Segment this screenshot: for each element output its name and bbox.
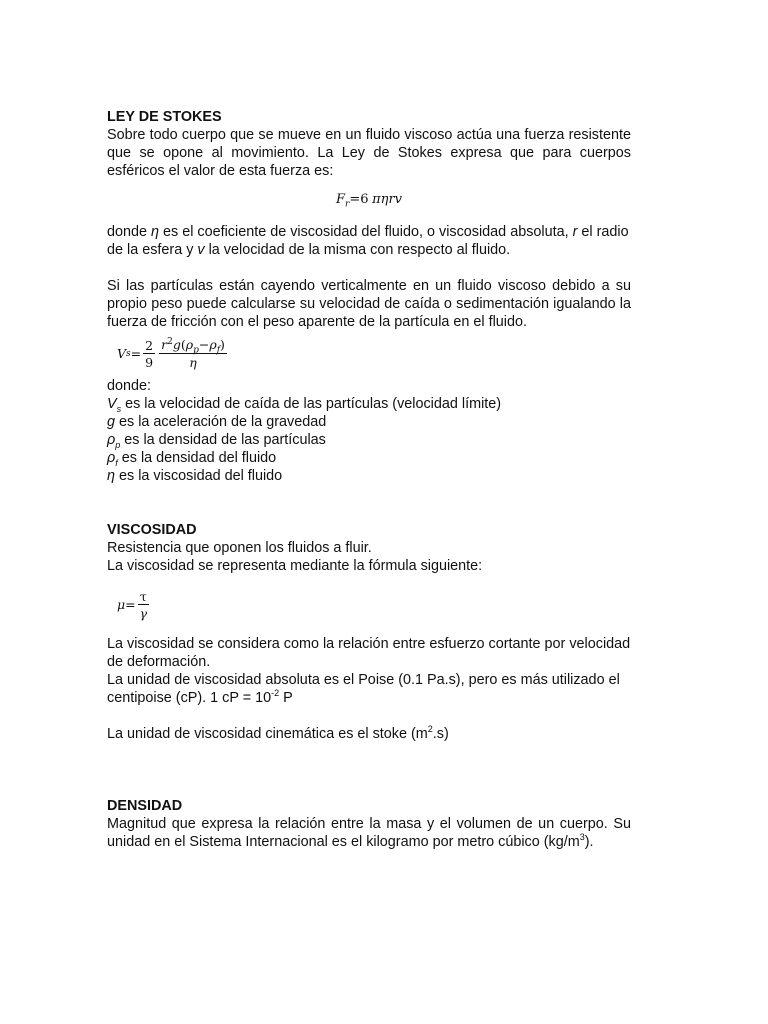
spacer: [107, 779, 631, 797]
stokes-force-formula: $F_r=6$ πηrv: [335, 192, 403, 210]
fraction-main: $\frac{r^2g(\rho_p-\rho_f)}{\eta}$: [161, 336, 225, 370]
kinematic-viscosity-paragraph: La unidad de viscosidad cinemática es el stoke $(m^2.s)$: [107, 724, 449, 742]
definition-item: $V_s$ es la velocidad de caída de las partículas (velocidad límite): [107, 396, 502, 414]
spacer: [107, 707, 631, 725]
viscosity-definition: Resistencia que oponen los fluidos a fluir.: [107, 540, 372, 556]
sedimentation-paragraph: Si las partículas están cayendo verticalmente en un fluido viscoso debido a su propio peso puede calcularse su velocidad de caída o sedimentación igualando la fuerza de fricción con el peso aparente de la partícula en el fluido.: [107, 278, 631, 330]
viscosity-unit-paragraph: La unidad de viscosidad absoluta es el Poise (0.1 Pa.s), pero es más utilizado el centipoise (cP). 1 cP = $10^{-2}$ P: [107, 672, 620, 706]
heading-densidad: DENSIDAD: [107, 798, 183, 814]
definitions-intro: donde:: [107, 378, 152, 394]
spacer: [107, 503, 631, 521]
document-content: [107, 108, 631, 851]
viscosity-formula: μ = $\frac{\tau}{\gamma}$: [117, 588, 148, 621]
stokes-where-paragraph: donde η es el coeficiente de viscosidad del fluido, o viscosidad absoluta, r el radio de la esfera y v la velocidad de la misma con respecto al fluido.: [107, 224, 629, 258]
spacer: [107, 259, 631, 277]
density-paragraph: Magnitud que expresa la relación entre la masa y el volumen de un cuerpo. Su unidad en el Sistema Internacional es el kilogramo por metro cúbico $(kg/m^3)$.: [107, 816, 631, 850]
spacer: [107, 743, 631, 761]
heading-ley-de-stokes: LEY DE STOKES: [107, 109, 222, 125]
viscosity-relation-paragraph: La viscosidad se considera como la relación entre esfuerzo cortante por velocidad de deformación.: [107, 636, 631, 670]
definition-item: $\rho_f$ es la densidad del fluido: [107, 450, 277, 468]
stokes-intro-paragraph: Sobre todo cuerpo que se mueve en un fluido viscoso actúa una fuerza resistente que se opone al movimiento. La Ley de Stokes expresa que para cuerpos esféricos el valor de esta fuerza es:: [107, 127, 631, 179]
definition-item: g es la aceleración de la gravedad: [107, 414, 327, 430]
variable-definitions: [107, 377, 631, 485]
definition-item: η es la viscosidad del fluido: [107, 468, 283, 484]
definition-item: $\rho_p$ es la densidad de las partículas: [107, 432, 326, 450]
heading-viscosidad: VISCOSIDAD: [107, 522, 197, 538]
viscosity-formula-intro: La viscosidad se representa mediante la fórmula siguiente:: [107, 558, 483, 574]
fraction-tau-gamma: $\frac{\tau}{\gamma}$: [139, 588, 148, 621]
spacer: [107, 761, 631, 779]
spacer: [107, 485, 631, 503]
settling-velocity-formula: V s = $\frac{2}{9}$ $\frac{r^2g(\rho_p-\rho_f)}{\eta}$: [117, 336, 225, 370]
fraction-two-ninths: $\frac{2}{9}$: [145, 337, 154, 370]
